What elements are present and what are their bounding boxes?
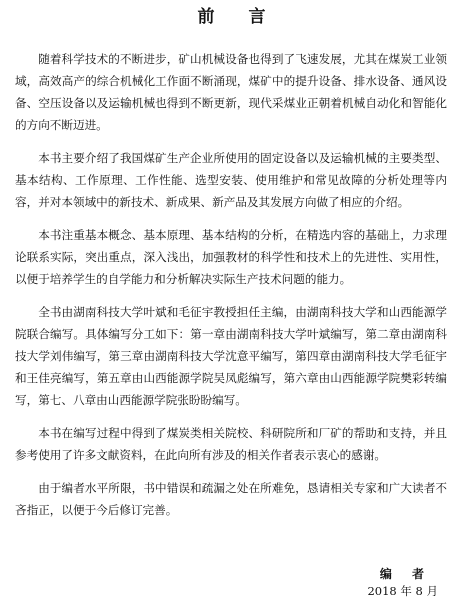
- paragraph-2: 本书主要介绍了我国煤矿生产企业所使用的固定设备以及运输机械的主要类型、基本结构、工作原理、工作性能、选型安装、使用维护和常见故障的分析处理等内容，并对本领域中的新技术、新成果、新产品及其发展方向做了相应的介绍。: [15, 151, 447, 209]
- paragraph-5: 本书在编写过程中得到了煤炭类相关院校、科研院所和厂矿的帮助和支持，并且参考使用了许多文献资料，在此向所有涉及的相关作者表示衷心的感谢。: [15, 426, 447, 462]
- author-signature: 编 者: [379, 567, 432, 581]
- paragraph-6: 由于编者水平所限，书中错误和疏漏之处在所难免，恳请相关专家和广大读者不吝指正，以便于今后修订完善。: [15, 481, 447, 517]
- paragraph-3: 本书注重基本概念、基本原理、基本结构的分析，在精选内容的基础上，力求理论联系实际，突出重点，深入浅出，加强教材的科学性和技术上的先进性、实用性，以便于培养学生的自学能力和分析解决实际生产技术问题的能力。: [15, 228, 447, 286]
- paragraph-1: 随着科学技术的不断进步，矿山机械设备也得到了飞速发展，尤其在煤炭工业领域，高效高产的综合机械化工作面不断涌现，煤矿中的提升设备、排水设备、通风设备、空压设备以及运输机械也得到不断更新，现代采煤业正朝着机械自动化和智能化的方向不断迈进。: [15, 52, 447, 132]
- paragraph-4: 全书由湖南科技大学叶斌和毛征宇教授担任主编，由湖南科技大学和山西能源学院联合编写。具体编写分工如下：第一章由湖南科技大学叶斌编写，第二章由湖南科技大学刘伟编写，第三章由湖南科技大学沈意平编写，第四章由湖南科技大学毛征宇和王佳亮编写，第五章由山西能源学院吴凤彪编写，第六章由山西能源学院樊彩转编写，第七、八章由山西能源学院张盼盼编写。: [15, 305, 447, 407]
- publication-date: 2018 年 8 月: [367, 584, 438, 598]
- preface-body: [15, 48, 447, 532]
- page-title: 前 言: [197, 7, 280, 27]
